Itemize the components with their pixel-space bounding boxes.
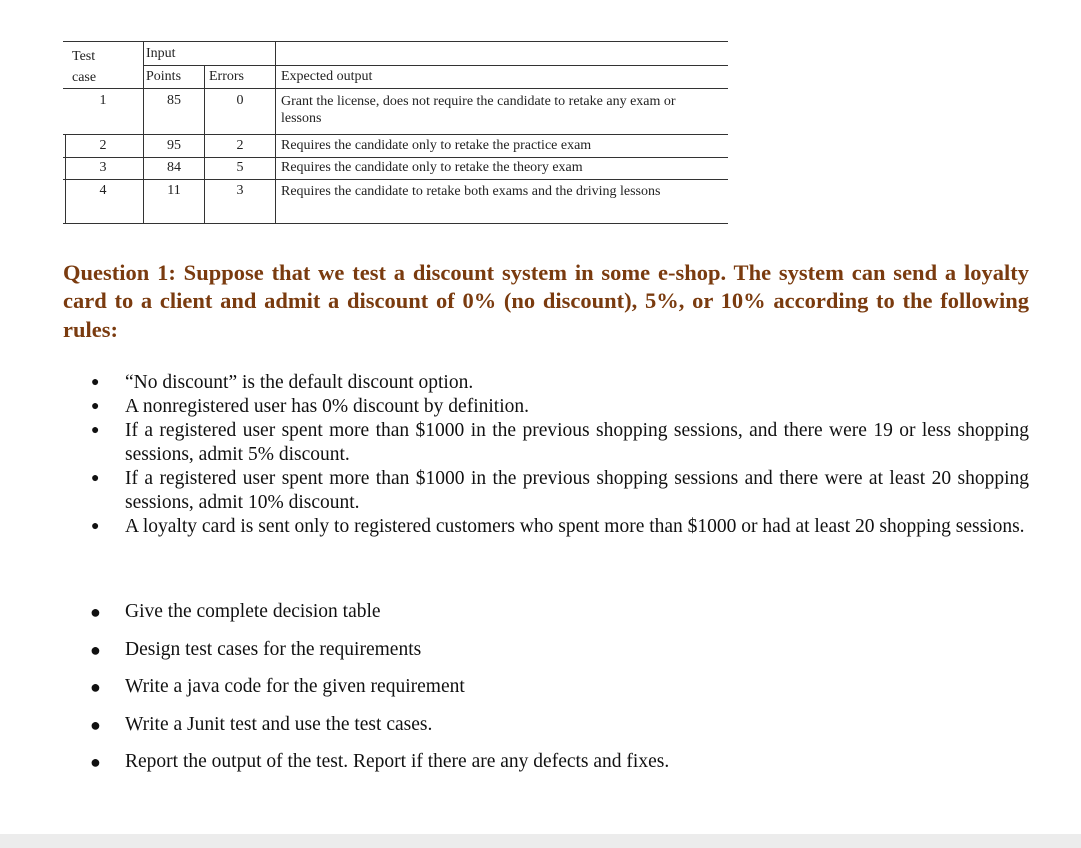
- list-item: [63, 638, 1029, 676]
- column-divider: [275, 41, 276, 224]
- task-text: Report the output of the test. Report if there are any defects and fixes.: [125, 751, 670, 772]
- rules-list: [63, 371, 1029, 539]
- input-header-divider: [143, 65, 728, 66]
- row-divider: [63, 134, 728, 135]
- row-3-case: 3: [99, 160, 107, 175]
- bullet-icon: ●: [91, 399, 100, 414]
- list-item: [63, 675, 1029, 713]
- bullet-icon: ●: [90, 639, 101, 660]
- test-case-table: [63, 41, 728, 224]
- row-2-expected: Requires the candidate only to retake the practice exam: [281, 138, 592, 153]
- row-4-case: 4: [99, 183, 107, 198]
- rule-text: If a registered user spent more than $1000 in the previous shopping sessions and there were at least 20 shopping sessions, admit 10% discount.: [125, 468, 1029, 513]
- list-item: [63, 600, 1029, 638]
- row-2-points: 95: [167, 138, 181, 153]
- row-1-case: 1: [99, 93, 107, 108]
- task-text: Give the complete decision table: [125, 601, 381, 622]
- bullet-icon: ●: [91, 375, 100, 390]
- rule-text: A nonregistered user has 0% discount by definition.: [125, 396, 530, 417]
- list-item: [63, 371, 1029, 395]
- question-heading: Question 1: Suppose that we test a discount system in some e-shop. The system can send a loyalty card to a client and admit a discount of 0% (no discount), 5%, or 10% according to the following rules:: [63, 260, 1029, 342]
- row-1-expected: Grant the license, does not require the candidate to retake any exam or lessons: [281, 94, 676, 126]
- row-3-expected: Requires the candidate only to retake the theory exam: [281, 160, 583, 175]
- tasks-list: [63, 600, 1029, 788]
- table-top-border: [63, 41, 728, 42]
- header-input: Input: [146, 46, 176, 61]
- row-3-errors: 5: [236, 160, 244, 175]
- column-divider: [204, 65, 205, 224]
- row-3-points: 84: [167, 160, 181, 175]
- list-item: [63, 515, 1029, 539]
- bullet-icon: ●: [91, 519, 100, 534]
- rule-text: A loyalty card is sent only to registered customers who spent more than $1000 or had at least 20 shopping sessions.: [125, 516, 1025, 537]
- row-divider: [63, 157, 728, 158]
- list-item: [63, 467, 1029, 515]
- task-text: Write a Junit test and use the test cases.: [125, 713, 433, 735]
- row-2-errors: 2: [236, 138, 244, 153]
- row-left-border: [65, 134, 66, 224]
- bullet-icon: ●: [91, 471, 100, 486]
- task-text: Write a java code for the given requirement: [125, 676, 465, 697]
- bullet-icon: ●: [90, 714, 101, 735]
- header-test: Test: [72, 49, 96, 64]
- task-text: Design test cases for the requirements: [125, 638, 422, 660]
- row-4-points: 11: [167, 183, 181, 198]
- window-bottom-edge: [0, 834, 1081, 848]
- row-4-expected: Requires the candidate to retake both exams and the driving lessons: [281, 184, 661, 199]
- rule-text: “No discount” is the default discount option.: [125, 372, 474, 393]
- list-item: [63, 419, 1029, 467]
- bullet-icon: ●: [90, 602, 101, 622]
- bullet-icon: ●: [90, 752, 101, 772]
- row-divider: [63, 179, 728, 180]
- list-item: [63, 750, 1029, 788]
- header-bottom-border: [63, 88, 728, 89]
- list-item: [63, 395, 1029, 419]
- list-item: [63, 713, 1029, 751]
- column-divider: [143, 41, 144, 224]
- header-expected-output: Expected output: [281, 69, 373, 84]
- row-1-errors: 0: [236, 93, 244, 108]
- bullet-icon: ●: [91, 423, 100, 438]
- row-4-errors: 3: [236, 183, 244, 198]
- header-errors: Errors: [209, 69, 244, 84]
- rule-text: If a registered user spent more than $1000 in the previous shopping sessions, and there were 19 or less shopping sessions, admit 5% discount.: [125, 420, 1029, 465]
- bullet-icon: ●: [90, 677, 101, 697]
- header-case: case: [72, 70, 97, 85]
- table-bottom-border: [63, 223, 728, 224]
- header-points: Points: [146, 69, 182, 84]
- row-1-points: 85: [167, 93, 181, 108]
- row-2-case: 2: [99, 138, 107, 153]
